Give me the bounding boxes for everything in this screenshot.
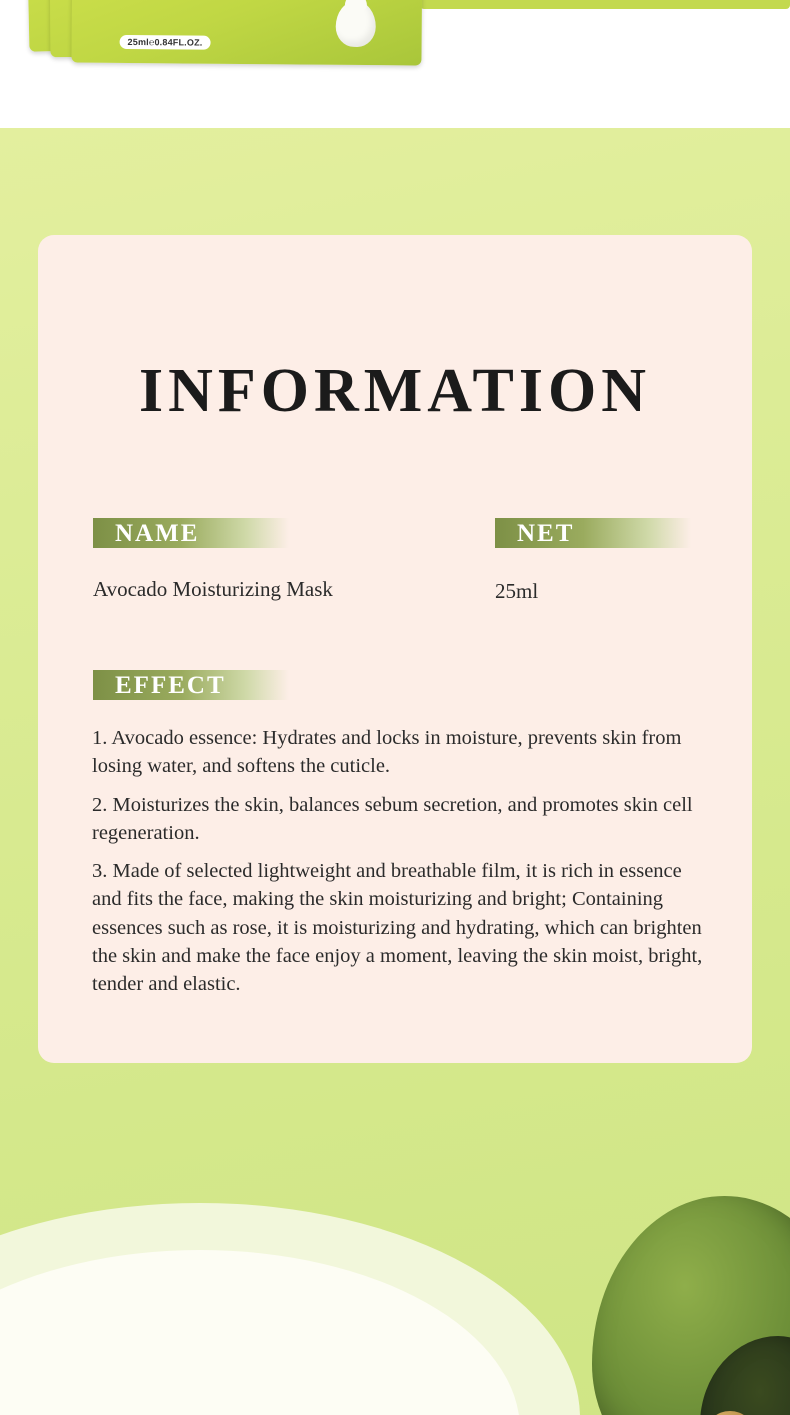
field-label-name-text: NAME	[115, 519, 200, 547]
field-label-effect-text: EFFECT	[115, 671, 226, 699]
page-title: INFORMATION	[139, 357, 651, 425]
sachet-stack-image	[10, 0, 430, 65]
sachet-volume-label: 25ml℮0.84FL.OZ.	[120, 35, 211, 50]
field-label-name	[93, 518, 289, 548]
effect-description-list	[92, 724, 704, 999]
cream-blob-illustration	[336, 1, 376, 47]
field-label-net-text: NET	[517, 519, 575, 547]
field-label-net	[495, 518, 691, 548]
effect-item: 1. Avocado essence: Hydrates and locks in moisture, prevents skin from losing water, and softens the cuticle.	[92, 727, 682, 778]
product-photo-strip	[0, 0, 790, 128]
effect-item: 2. Moisturizes the skin, balances sebum secretion, and promotes skin cell regeneration.	[92, 793, 693, 844]
field-value-net: 25ml	[495, 579, 539, 603]
effect-item: 3. Made of selected lightweight and breathable film, it is rich in essence and fits the face, making the skin moisturizing and bright; Containing essences such as rose, it is moisturizing and hydrating, which can brighten the skin and make the face enjoy a moment, leaving the skin moist, bright, tender and elastic.	[92, 860, 703, 996]
information-card	[38, 235, 752, 1063]
green-accent-bar	[420, 0, 790, 9]
field-value-name: Avocado Moisturizing Mask	[93, 577, 333, 601]
sachet-front	[71, 0, 422, 66]
field-label-effect	[93, 670, 289, 700]
